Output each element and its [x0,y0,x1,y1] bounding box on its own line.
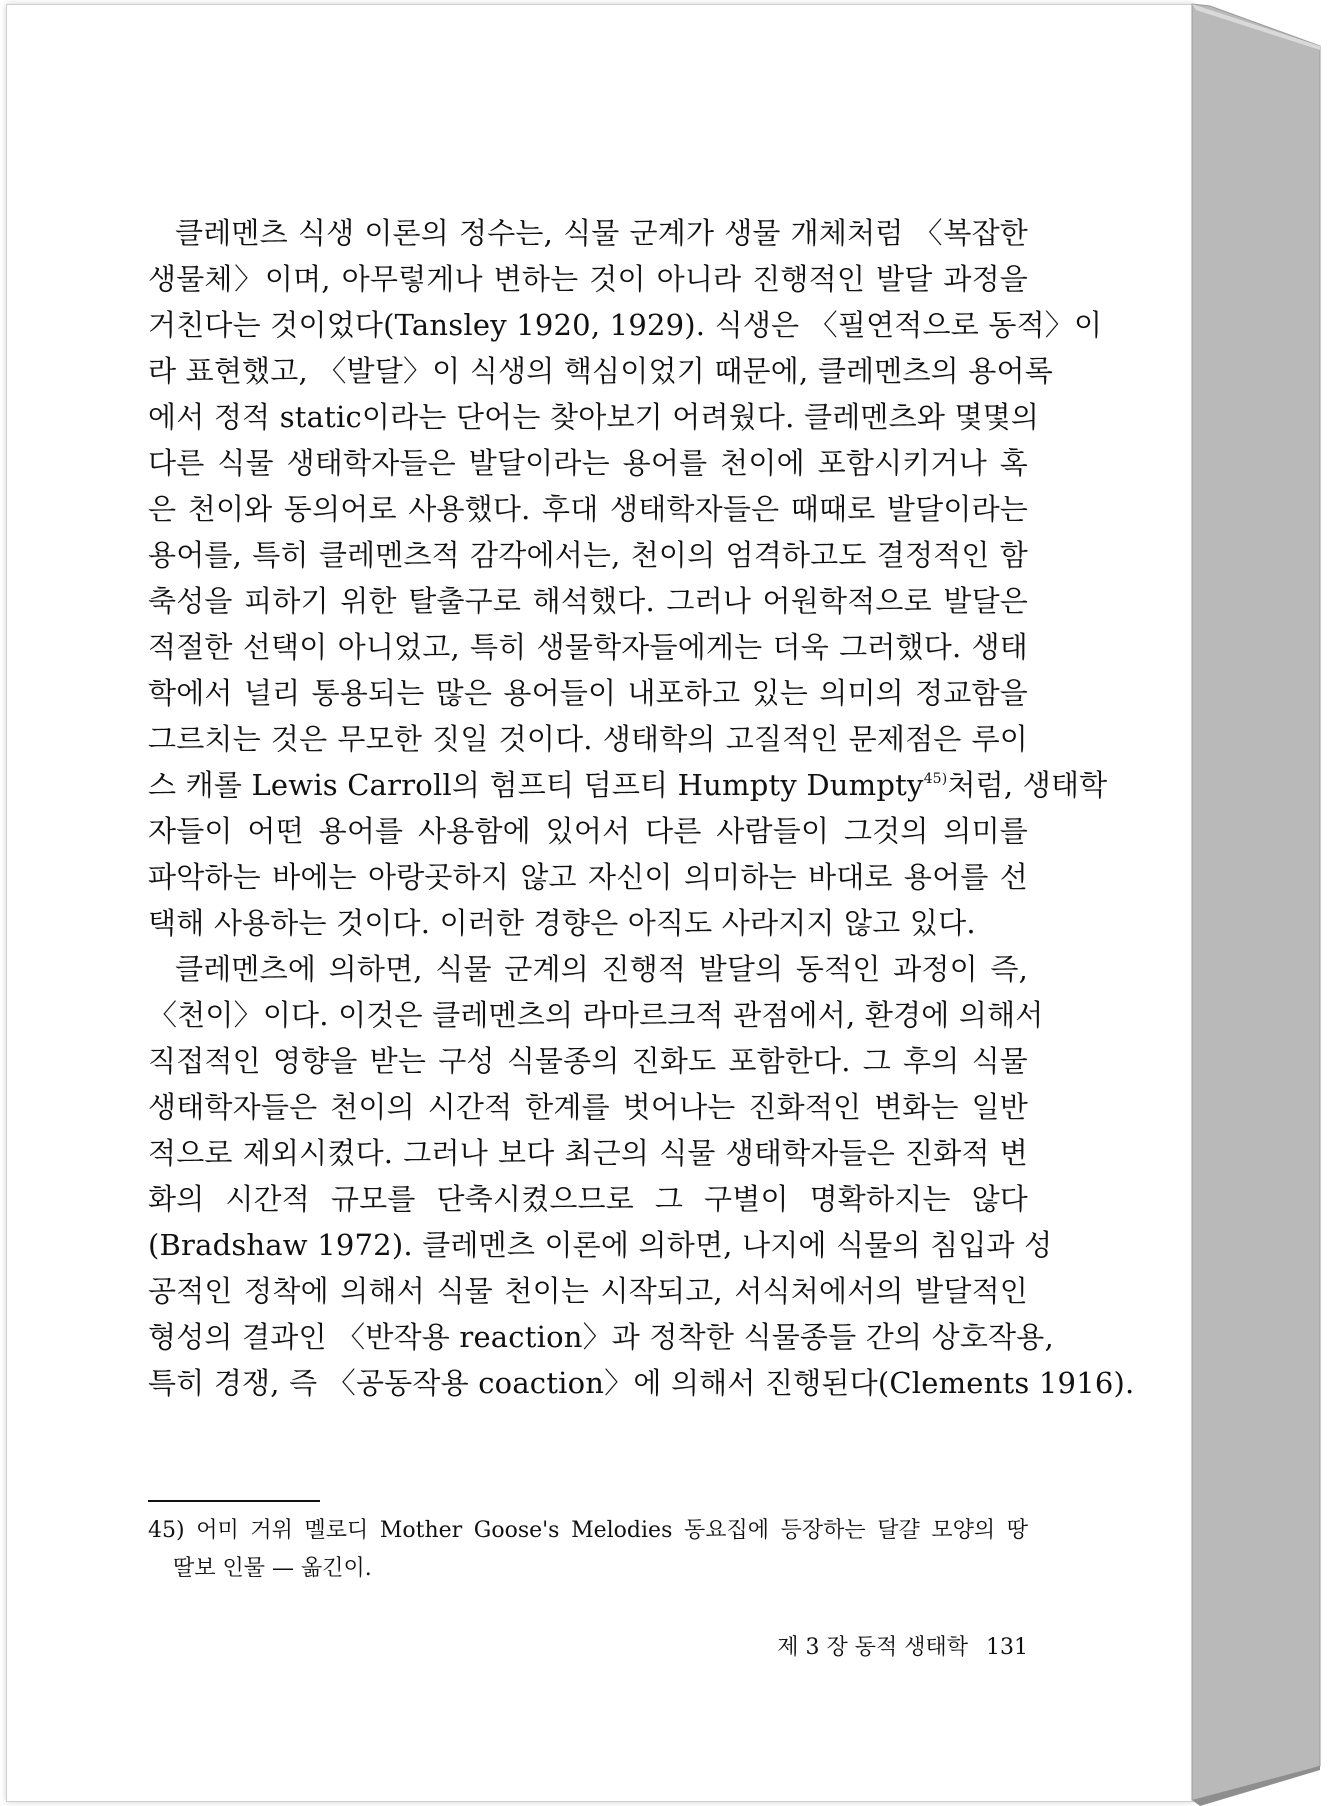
text-line-with-footnote-ref [148,762,1108,808]
text-line: 자들이 어떤 용어를 사용함에 있어서 다른 사람들이 그것의 의미를 [148,814,1028,848]
text-line: 〈천이〉이다. 이것은 클레멘츠의 라마르크적 관점에서, 환경에 의해서 [148,998,1044,1032]
footnote-line: 딸보 인물 — 옮긴이. [173,1556,372,1581]
page-footer [777,1632,1028,1664]
text-line: 택해 사용하는 것이다. 이러한 경향은 아직도 사라지지 않고 있다. [148,906,976,940]
text-line: 직접적인 영향을 받는 구성 식물종의 진화도 포함한다. 그 후의 식물 [148,1044,1028,1078]
text-span: 처럼, 생태학 [947,768,1108,802]
text-line: 라 표현했고, 〈발달〉이 식생의 핵심이었기 때문에, 클레멘츠의 용어록 [148,354,1053,388]
footnote-line: 45) 어미 거위 멜로디 Mother Goose's Melodies 동요집에 등장하는 달걀 모양의 땅 [148,1518,1028,1543]
paragraph-2 [148,946,1135,1406]
text-span: 스 캐롤 Lewis Carroll의 험프티 덤프티 Humpty Dumpty [148,768,924,802]
text-line: 화의 시간적 규모를 단축시켰으므로 그 구별이 명확하지는 않다 [148,1182,1028,1216]
text-line: 생태학자들은 천이의 시간적 한계를 벗어나는 진화적인 변화는 일반 [148,1090,1028,1124]
body-text [148,210,1135,1406]
text-line: 거친다는 것이었다(Tansley 1920, 1929). 식생은 〈필연적으로 동적〉이 [148,308,1103,342]
text-line: 그르치는 것은 무모한 짓일 것이다. 생태학의 고질적인 문제점은 루이 [148,722,1028,756]
paragraph-1 [148,210,1108,946]
text-line: 은 천이와 동의어로 사용했다. 후대 생태학자들은 때때로 발달이라는 [148,492,1028,526]
text-line: 용어를, 특히 클레멘츠적 감각에서는, 천이의 엄격하고도 결정적인 함 [148,538,1028,572]
text-line: 다른 식물 생태학자들은 발달이라는 용어를 천이에 포함시키거나 혹 [148,446,1028,480]
footnote [148,1512,1028,1588]
text-line: 공적인 정착에 의해서 식물 천이는 시작되고, 서식처에서의 발달적인 [148,1274,1028,1308]
text-line: (Bradshaw 1972). 클레멘츠 이론에 의하면, 나지에 식물의 침입과 성 [148,1228,1053,1262]
text-line: 생물체〉이며, 아무렇게나 변하는 것이 아니라 진행적인 발달 과정을 [148,262,1028,296]
text-line: 적절한 선택이 아니었고, 특히 생물학자들에게는 더욱 그러했다. 생태 [148,630,1028,664]
text-line: 축성을 피하기 위한 탈출구로 해석했다. 그러나 어원학적으로 발달은 [148,584,1028,618]
text-line: 클레멘츠에 의하면, 식물 군계의 진행적 발달의 동적인 과정이 즉, [175,952,1028,986]
text-line: 클레멘츠 식생 이론의 정수는, 식물 군계가 생물 개체처럼 〈복잡한 [175,216,1028,250]
text-line: 에서 정적 static이라는 단어는 찾아보기 어려웠다. 클레멘츠와 몇몇의 [148,400,1040,434]
chapter-title: 제 3 장 동적 생태학 [777,1635,968,1660]
page-number: 131 [986,1635,1028,1660]
text-line: 학에서 널리 통용되는 많은 용어들이 내포하고 있는 의미의 정교함을 [148,676,1028,710]
footnote-reference[interactable]: 45) [923,771,948,787]
text-line: 특히 경쟁, 즉 〈공동작용 coaction〉에 의해서 진행된다(Clements 1916). [148,1366,1135,1400]
text-line: 파악하는 바에는 아랑곳하지 않고 자신이 의미하는 바대로 용어를 선 [148,860,1028,894]
footnote-divider [148,1500,320,1502]
text-line: 형성의 결과인 〈반작용 reaction〉과 정착한 식물종들 간의 상호작용, [148,1320,1054,1354]
text-line: 적으로 제외시켰다. 그러나 보다 최근의 식물 생태학자들은 진화적 변 [148,1136,1028,1170]
